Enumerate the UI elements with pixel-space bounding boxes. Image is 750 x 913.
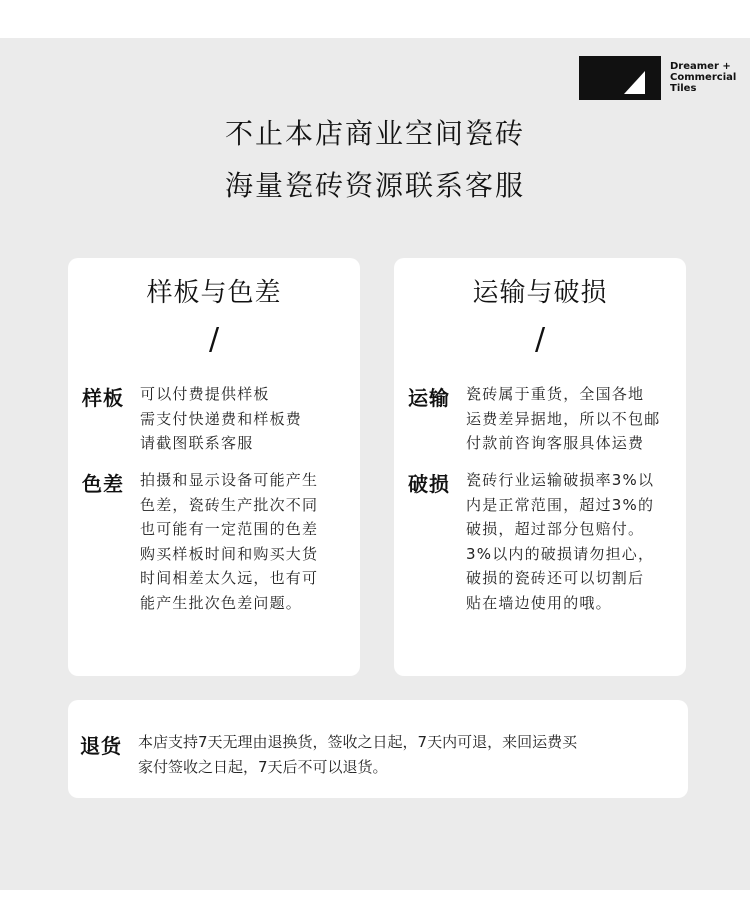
text-line: 也可能有一定范围的色差 [140,520,319,538]
text-line: 需支付快递费和样板费 [140,409,303,428]
logo-line: Dreamer + [670,61,731,72]
item-text-color-diff [140,468,352,615]
item-label-sample: 样板 [82,386,124,410]
logo-line: Tiles [670,83,697,94]
headline-line-2: 海量瓷砖资源联系客服 [224,169,525,202]
text-line: 瓷砖属于重货，全国各地 [466,385,645,403]
return-policy-card [68,700,688,798]
item-text-sample [140,382,352,456]
page-background [0,38,750,890]
text-line: 本店支持7天无理由退换货，签收之日起，7天内可退，来回运费买 [138,733,578,751]
text-line: 家付签收之日起，7天后不可以退货。 [138,758,388,776]
sample-color-card [68,258,360,676]
brand-logo [579,56,750,100]
text-line: 内是正常范围，超过3%的 [466,495,655,514]
text-line: 拍摄和显示设备可能产生 [140,471,319,489]
text-line: 能产生批次色差问题。 [140,593,303,612]
text-line: 破损，超过部分包赔付。 [466,520,645,538]
logo-mark-icon [579,56,661,100]
item-label-color-diff: 色差 [82,472,124,496]
item-text-return [138,730,678,780]
card-divider: / [534,322,546,357]
item-text-damage [466,468,678,615]
text-line: 付款前咨询客服具体运费 [466,434,645,452]
card-divider: / [208,322,220,357]
text-line: 破损的瓷砖还可以切割后 [466,569,645,587]
item-text-shipping [466,382,678,456]
headline-line-1: 不止本店商业空间瓷砖 [224,117,525,150]
text-line: 请截图联系客服 [140,434,254,452]
text-line: 运费差异据地，所以不包邮 [466,409,661,428]
text-line: 瓷砖行业运输破损率3%以 [466,471,655,489]
item-label-return: 退货 [80,734,122,758]
text-line: 3%以内的破损请勿担心， [466,544,655,563]
item-label-damage: 破损 [408,472,450,496]
card-title: 样板与色差 [146,278,282,308]
text-line: 色差，瓷砖生产批次不同 [140,495,319,514]
text-line: 可以付费提供样板 [140,385,270,403]
logo-line: Commercial [670,72,737,83]
text-line: 贴在墙边使用的哦。 [466,593,612,612]
item-label-shipping: 运输 [408,386,450,410]
shipping-damage-card [394,258,686,676]
card-title: 运输与破损 [472,278,608,308]
text-line: 时间相差太久远，也有可 [140,569,319,587]
logo-wordmark [670,61,750,94]
text-line: 购买样板时间和购买大货 [140,544,319,563]
